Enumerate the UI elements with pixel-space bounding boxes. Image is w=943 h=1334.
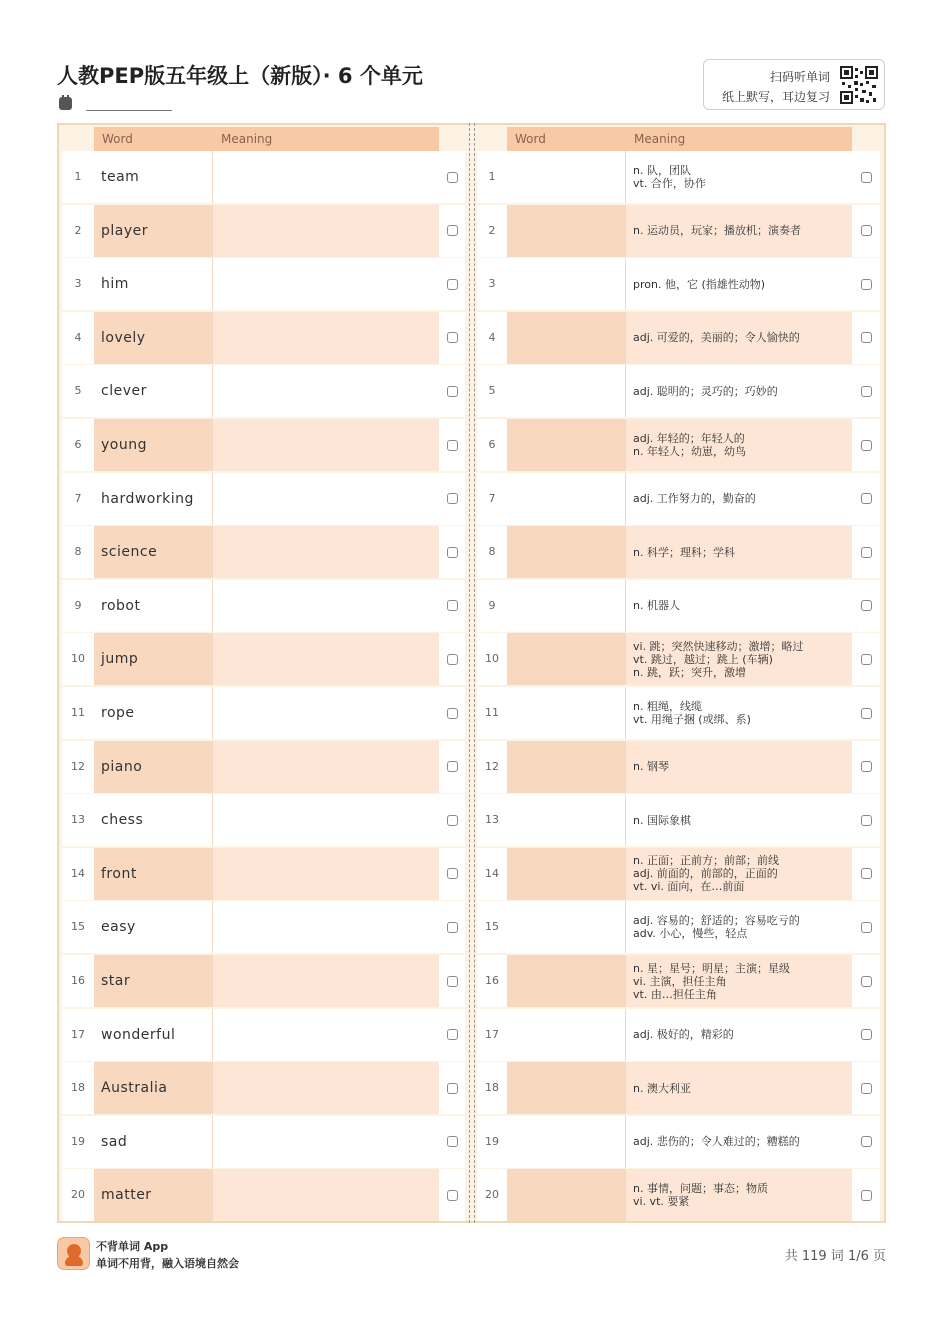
checkbox[interactable] (861, 600, 872, 611)
table-row (62, 633, 465, 685)
word-blank[interactable] (507, 741, 626, 793)
row-number: 2 (477, 205, 507, 257)
meaning-line: vt. vi. 面向，在…前面 (633, 880, 745, 894)
row-checkbox-cell[interactable] (439, 955, 465, 1007)
row-number: 1 (477, 151, 507, 203)
meaning-blank[interactable] (213, 365, 439, 417)
checkbox[interactable] (447, 761, 458, 772)
row-number: 5 (62, 365, 94, 417)
checkbox[interactable] (861, 868, 872, 879)
header-meaning: Meaning (213, 127, 439, 151)
word-blank[interactable] (507, 633, 626, 685)
checkbox[interactable] (447, 1190, 458, 1201)
header-word: Word (507, 127, 626, 151)
meaning-text (626, 312, 852, 364)
meaning-blank[interactable] (213, 901, 439, 953)
checkbox[interactable] (447, 922, 458, 933)
row-checkbox-cell[interactable] (852, 1169, 880, 1221)
meaning-text (626, 955, 852, 1007)
table-row (477, 848, 880, 900)
checkbox[interactable] (861, 279, 872, 290)
meaning-line: n. 机器人 (633, 599, 680, 613)
name-underline (86, 110, 172, 111)
row-checkbox-cell[interactable] (439, 901, 465, 953)
table-row (62, 526, 465, 578)
meaning-line: n. 正面；正前方；前部；前线 (633, 854, 779, 868)
word-blank[interactable] (507, 1169, 626, 1221)
meaning-text (626, 741, 852, 793)
meaning-line: adj. 容易的；舒适的；容易吃亏的 (633, 914, 800, 928)
checkbox[interactable] (861, 815, 872, 826)
row-number: 3 (477, 258, 507, 310)
row-checkbox-cell[interactable] (439, 741, 465, 793)
row-checkbox-cell[interactable] (439, 1116, 465, 1168)
checkbox[interactable] (447, 547, 458, 558)
meaning-text (626, 1062, 852, 1114)
checkbox[interactable] (861, 547, 872, 558)
table-row (62, 955, 465, 1007)
header-meaning: Meaning (626, 127, 852, 151)
row-number: 6 (477, 419, 507, 471)
page-indicator: 共 119 词 1/6 页 (784, 1249, 886, 1264)
qr-code-icon[interactable] (840, 66, 878, 104)
row-checkbox-cell[interactable] (439, 419, 465, 471)
row-number: 20 (477, 1169, 507, 1221)
meaning-blank[interactable] (213, 526, 439, 578)
word-blank[interactable] (507, 901, 626, 953)
user-icon (59, 97, 72, 110)
table-row (477, 687, 880, 739)
table-row (477, 151, 880, 203)
word-blank[interactable] (507, 526, 626, 578)
meaning-text (626, 526, 852, 578)
row-checkbox-cell[interactable] (852, 1062, 880, 1114)
meaning-text (626, 580, 852, 632)
meaning-blank[interactable] (213, 1169, 439, 1221)
row-checkbox-cell[interactable] (439, 1062, 465, 1114)
table-row (477, 312, 880, 364)
checkbox[interactable] (861, 332, 872, 343)
meaning-line: n. 跳，跃；突升，激增 (633, 665, 746, 679)
word-text: him (94, 258, 213, 310)
meaning-text (626, 1169, 852, 1221)
row-number: 1 (62, 151, 94, 203)
row-number: 13 (477, 794, 507, 846)
meaning-line: adj. 极好的，精彩的 (633, 1028, 734, 1042)
meaning-line: adj. 可爱的，美丽的；令人愉快的 (633, 331, 800, 345)
checkbox[interactable] (861, 708, 872, 719)
table-row (477, 205, 880, 257)
table-row (62, 580, 465, 632)
checkbox[interactable] (447, 1029, 458, 1040)
row-number: 10 (477, 633, 507, 685)
row-number: 18 (62, 1062, 94, 1114)
word-text: easy (94, 901, 213, 953)
meaning-text (626, 151, 852, 203)
meaning-line: adj. 前面的，前部的，正面的 (633, 867, 778, 881)
row-checkbox-cell[interactable] (852, 633, 880, 685)
row-number: 9 (477, 580, 507, 632)
qr-caption-1: 扫码听单词 (769, 70, 830, 84)
meaning-blank[interactable] (213, 741, 439, 793)
word-text: hardworking (94, 473, 213, 525)
table-row (62, 1169, 465, 1221)
row-checkbox-cell[interactable] (439, 258, 465, 310)
row-number: 11 (62, 687, 94, 739)
word-blank[interactable] (507, 151, 626, 203)
meaning-line: adj. 聪明的；灵巧的；巧妙的 (633, 384, 778, 398)
checkbox[interactable] (861, 976, 872, 987)
meaning-blank[interactable] (213, 473, 439, 525)
meaning-blank[interactable] (213, 151, 439, 203)
row-checkbox-cell[interactable] (852, 580, 880, 632)
row-checkbox-cell[interactable] (439, 1009, 465, 1061)
word-blank[interactable] (507, 848, 626, 900)
table-row (62, 151, 465, 203)
word-text: star (94, 955, 213, 1007)
meaning-blank[interactable] (213, 258, 439, 310)
row-checkbox-cell[interactable] (852, 365, 880, 417)
meaning-blank[interactable] (213, 1116, 439, 1168)
table-row (62, 1009, 465, 1061)
checkbox[interactable] (447, 279, 458, 290)
row-checkbox-cell[interactable] (439, 1169, 465, 1221)
word-blank[interactable] (507, 473, 626, 525)
row-checkbox-cell[interactable] (439, 365, 465, 417)
meaning-text (626, 901, 852, 953)
meaning-line: n. 国际象棋 (633, 813, 691, 827)
word-text: chess (94, 794, 213, 846)
row-checkbox-cell[interactable] (439, 205, 465, 257)
checkbox[interactable] (447, 172, 458, 183)
fold-divider (469, 123, 475, 1223)
meaning-blank[interactable] (213, 205, 439, 257)
word-text: robot (94, 580, 213, 632)
row-number: 4 (477, 312, 507, 364)
word-blank[interactable] (507, 794, 626, 846)
meaning-blank[interactable] (213, 633, 439, 685)
word-text: front (94, 848, 213, 900)
meaning-line: vt. 合作，协作 (633, 177, 706, 190)
meaning-line: n. 队，团队 (633, 164, 691, 177)
row-checkbox-cell[interactable] (852, 258, 880, 310)
meaning-text (626, 633, 852, 685)
checkbox[interactable] (861, 1190, 872, 1201)
word-text: science (94, 526, 213, 578)
meaning-text (626, 848, 852, 900)
meaning-line: vt. 用绳子捆 (或绑、系) (633, 713, 751, 726)
table-row (62, 901, 465, 953)
row-number: 14 (477, 848, 507, 900)
checkbox[interactable] (447, 225, 458, 236)
checkbox[interactable] (861, 172, 872, 183)
row-number: 16 (477, 955, 507, 1007)
row-checkbox-cell[interactable] (852, 955, 880, 1007)
row-number: 8 (477, 526, 507, 578)
table-row (62, 1116, 465, 1168)
header-word: Word (94, 127, 213, 151)
meaning-line: n. 星；星号；明星；主演；星级 (633, 961, 790, 975)
row-number: 11 (477, 687, 507, 739)
row-number: 2 (62, 205, 94, 257)
table-row (62, 741, 465, 793)
word-text: young (94, 419, 213, 471)
word-blank[interactable] (507, 419, 626, 471)
meaning-blank[interactable] (213, 687, 439, 739)
checkbox[interactable] (861, 225, 872, 236)
row-checkbox-cell[interactable] (439, 794, 465, 846)
meaning-line: adj. 工作努力的，勤奋的 (633, 492, 756, 506)
row-number: 19 (477, 1116, 507, 1168)
row-number: 9 (62, 580, 94, 632)
word-blank[interactable] (507, 258, 626, 310)
meaning-text (626, 365, 852, 417)
row-number: 12 (477, 741, 507, 793)
row-checkbox-cell[interactable] (852, 151, 880, 203)
row-number: 7 (477, 473, 507, 525)
word-blank[interactable] (507, 687, 626, 739)
checkbox[interactable] (861, 1029, 872, 1040)
table-row (477, 419, 880, 471)
row-checkbox-cell[interactable] (439, 151, 465, 203)
word-text: jump (94, 633, 213, 685)
meaning-line: n. 年轻人；幼崽，幼鸟 (633, 445, 746, 458)
row-number: 19 (62, 1116, 94, 1168)
table-row (477, 473, 880, 525)
meaning-line: adv. 小心，慢些，轻点 (633, 927, 748, 941)
word-text: piano (94, 741, 213, 793)
word-blank[interactable] (507, 365, 626, 417)
row-number: 17 (477, 1009, 507, 1061)
meaning-line: pron. 他，它 (指雄性动物) (633, 277, 766, 291)
word-text: player (94, 205, 213, 257)
word-text: lovely (94, 312, 213, 364)
meaning-line: adj. 悲伤的；令人难过的；糟糕的 (633, 1135, 800, 1149)
row-number: 8 (62, 526, 94, 578)
row-checkbox-cell[interactable] (439, 312, 465, 364)
checkbox[interactable] (447, 493, 458, 504)
meaning-blank[interactable] (213, 1009, 439, 1061)
meaning-blank[interactable] (213, 419, 439, 471)
meaning-line: vi. 跳；突然快速移动；激增；略过 (633, 639, 804, 653)
table-row (477, 365, 880, 417)
checkbox[interactable] (861, 440, 872, 451)
footer-slogan: 单词不用背，融入语境自然会 (96, 1257, 239, 1270)
qr-caption-2: 纸上默写，耳边复习 (721, 90, 830, 104)
word-blank[interactable] (507, 580, 626, 632)
meaning-line: adj. 年轻的；年轻人的 (633, 432, 745, 445)
row-number: 14 (62, 848, 94, 900)
table-row (477, 580, 880, 632)
meaning-blank[interactable] (213, 955, 439, 1007)
meaning-text (626, 1009, 852, 1061)
word-text: clever (94, 365, 213, 417)
checkbox[interactable] (861, 493, 872, 504)
row-checkbox-cell[interactable] (439, 473, 465, 525)
table-row (62, 365, 465, 417)
row-number: 15 (477, 901, 507, 953)
row-checkbox-cell[interactable] (852, 205, 880, 257)
meaning-line: vt. 跳过，越过；跳上 (车辆) (633, 652, 773, 666)
meaning-blank[interactable] (213, 580, 439, 632)
row-checkbox-cell[interactable] (439, 580, 465, 632)
word-text: wonderful (94, 1009, 213, 1061)
row-checkbox-cell[interactable] (852, 848, 880, 900)
word-blank[interactable] (507, 312, 626, 364)
table-row (62, 848, 465, 900)
meaning-text (626, 205, 852, 257)
meaning-line: n. 事情，问题；事态；物质 (633, 1182, 768, 1196)
row-checkbox-cell[interactable] (852, 1009, 880, 1061)
word-text: rope (94, 687, 213, 739)
table-row (62, 312, 465, 364)
table-row (477, 794, 880, 846)
row-checkbox-cell[interactable] (852, 794, 880, 846)
table-row (62, 473, 465, 525)
meaning-text (626, 1116, 852, 1168)
checkbox[interactable] (447, 654, 458, 665)
row-number: 7 (62, 473, 94, 525)
row-checkbox-cell[interactable] (439, 526, 465, 578)
row-checkbox-cell[interactable] (439, 848, 465, 900)
row-checkbox-cell[interactable] (852, 312, 880, 364)
row-checkbox-cell[interactable] (852, 687, 880, 739)
table-row (62, 419, 465, 471)
table-row (477, 526, 880, 578)
row-checkbox-cell[interactable] (439, 687, 465, 739)
table-row (477, 741, 880, 793)
meaning-line: n. 钢琴 (633, 760, 669, 774)
table-row (62, 1062, 465, 1114)
word-blank[interactable] (507, 1062, 626, 1114)
page-title: 人教PEP版五年级上（新版）· 6 个单元 (57, 64, 423, 88)
meaning-line: vi. 主演，担任主角 (633, 974, 727, 988)
table-row (477, 955, 880, 1007)
row-checkbox-cell[interactable] (852, 419, 880, 471)
table-row (62, 205, 465, 257)
checkbox[interactable] (447, 386, 458, 397)
checkbox[interactable] (861, 922, 872, 933)
row-checkbox-cell[interactable] (852, 741, 880, 793)
row-number: 20 (62, 1169, 94, 1221)
row-checkbox-cell[interactable] (852, 526, 880, 578)
row-number: 17 (62, 1009, 94, 1061)
table-row (477, 258, 880, 310)
checkbox[interactable] (447, 1136, 458, 1147)
checkbox[interactable] (447, 976, 458, 987)
table-row (477, 1116, 880, 1168)
table-row (62, 687, 465, 739)
word-text: sad (94, 1116, 213, 1168)
word-blank[interactable] (507, 1009, 626, 1061)
meaning-blank[interactable] (213, 1062, 439, 1114)
row-number: 10 (62, 633, 94, 685)
meaning-line: n. 运动员，玩家；播放机；演奏者 (633, 224, 801, 238)
word-text: team (94, 151, 213, 203)
table-row (477, 1169, 880, 1221)
checkbox[interactable] (861, 386, 872, 397)
row-number: 4 (62, 312, 94, 364)
checkbox[interactable] (861, 1083, 872, 1094)
meaning-blank[interactable] (213, 794, 439, 846)
table-row (477, 1062, 880, 1114)
checkbox[interactable] (861, 654, 872, 665)
meaning-line: n. 粗绳，线缆 (633, 700, 702, 713)
meaning-text (626, 419, 852, 471)
meaning-text (626, 473, 852, 525)
meaning-line: n. 科学；理科；学科 (633, 545, 735, 559)
meaning-text (626, 687, 852, 739)
row-number: 15 (62, 901, 94, 953)
row-checkbox-cell[interactable] (439, 633, 465, 685)
row-checkbox-cell[interactable] (852, 1116, 880, 1168)
checkbox[interactable] (447, 708, 458, 719)
table-row (477, 1009, 880, 1061)
meaning-text (626, 258, 852, 310)
checkbox[interactable] (447, 868, 458, 879)
checkbox[interactable] (447, 440, 458, 451)
word-blank[interactable] (507, 955, 626, 1007)
qr-panel[interactable] (703, 59, 885, 110)
row-number: 3 (62, 258, 94, 310)
meaning-blank[interactable] (213, 312, 439, 364)
row-number: 6 (62, 419, 94, 471)
meaning-line: vt. 由…担任主角 (633, 987, 717, 1001)
meaning-line: vi. vt. 要紧 (633, 1195, 690, 1209)
row-checkbox-cell[interactable] (852, 473, 880, 525)
checkbox[interactable] (447, 600, 458, 611)
meaning-line: n. 澳大利亚 (633, 1081, 691, 1095)
app-logo-icon (57, 1237, 90, 1270)
row-number: 5 (477, 365, 507, 417)
checkbox[interactable] (447, 332, 458, 343)
table-row (477, 633, 880, 685)
checkbox[interactable] (447, 815, 458, 826)
row-number: 18 (477, 1062, 507, 1114)
row-number: 16 (62, 955, 94, 1007)
word-text: Australia (94, 1062, 213, 1114)
table-row (477, 901, 880, 953)
table-row (62, 258, 465, 310)
table-row (62, 794, 465, 846)
meaning-blank[interactable] (213, 848, 439, 900)
row-checkbox-cell[interactable] (852, 901, 880, 953)
row-number: 13 (62, 794, 94, 846)
name-field[interactable] (59, 95, 172, 111)
word-text: matter (94, 1169, 213, 1221)
checkbox[interactable] (447, 1083, 458, 1094)
word-blank[interactable] (507, 1116, 626, 1168)
footer-app-name: 不背单词 App (96, 1240, 169, 1253)
word-blank[interactable] (507, 205, 626, 257)
checkbox[interactable] (861, 761, 872, 772)
row-number: 12 (62, 741, 94, 793)
meaning-text (626, 794, 852, 846)
checkbox[interactable] (861, 1136, 872, 1147)
